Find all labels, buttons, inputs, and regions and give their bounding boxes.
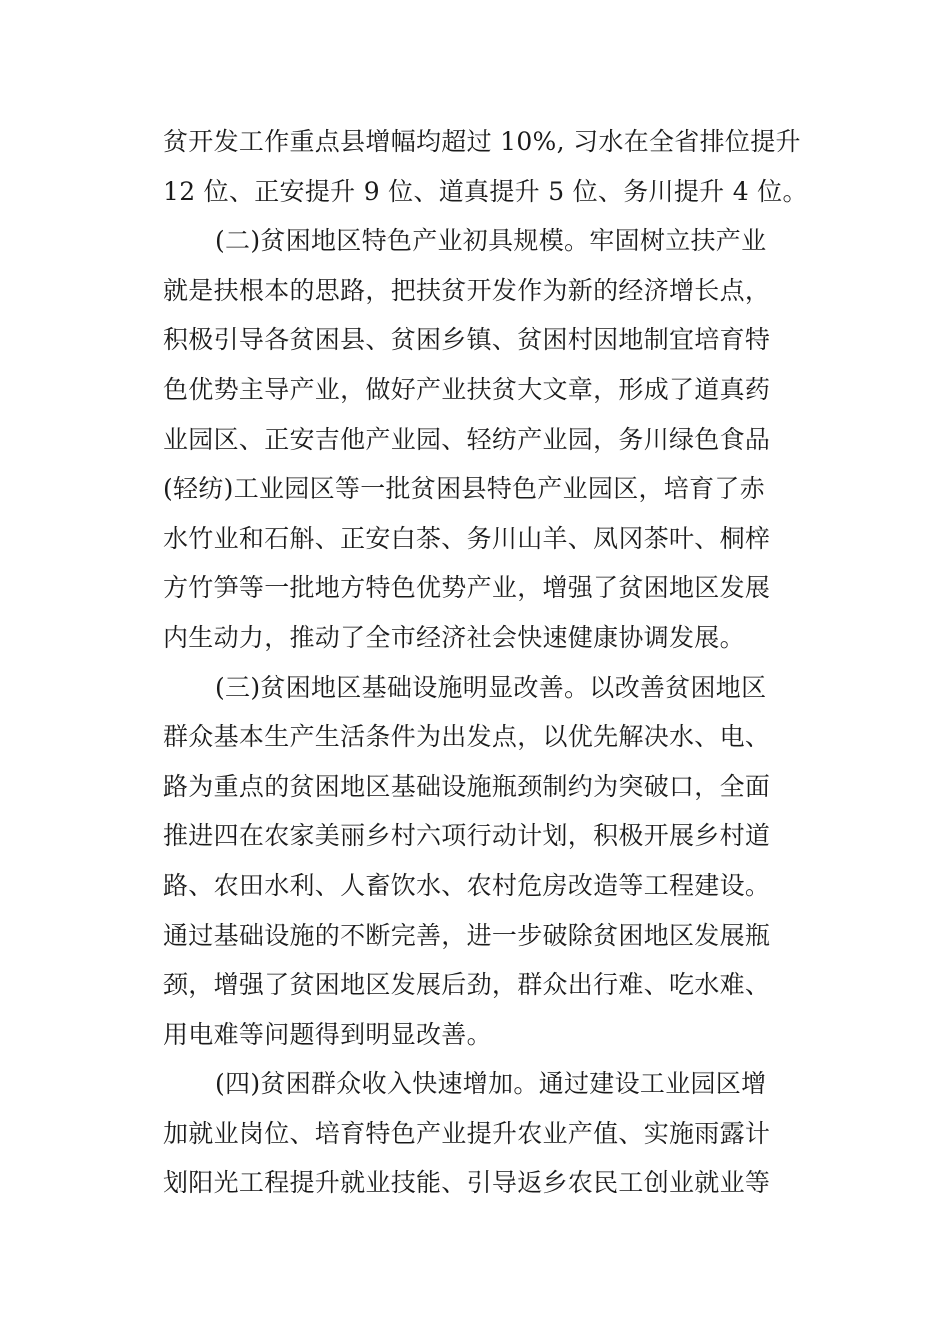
text-line: 水竹业和石斛、正安白茶、务川山羊、凤冈茶叶、桐梓 <box>163 523 771 553</box>
text-line: 通过基础设施的不断完善，进一步破除贫困地区发展瓶 <box>163 920 771 950</box>
text-line: 路、农田水利、人畜饮水、农村危房改造等工程建设。 <box>163 870 771 900</box>
paragraph-start-line: (二)贫困地区特色产业初具规模。牢固树立扶产业 <box>215 226 767 256</box>
text-line: 内生动力，推动了全市经济社会快速健康协调发展。 <box>163 622 745 652</box>
text-line: 积极引导各贫困县、贫困乡镇、贫困村因地制宜培育特 <box>163 325 771 355</box>
text-line: 加就业岗位、培育特色产业提升农业产值、实施雨露计 <box>163 1118 771 1148</box>
text-line: 就是扶根本的思路，把扶贫开发作为新的经济增长点， <box>163 275 771 305</box>
text-line: 群众基本生产生活条件为出发点，以优先解决水、电、 <box>163 722 771 752</box>
text-line: 划阳光工程提升就业技能、引导返乡农民工创业就业等 <box>163 1168 771 1198</box>
document-body <box>163 117 808 1208</box>
text-line: 用电难等问题得到明显改善。 <box>163 1019 492 1049</box>
text-line: 贫开发工作重点县增幅均超过 10%, 习水在全省排位提升 <box>163 127 801 156</box>
paragraph-start-line: (四)贫困群众收入快速增加。通过建设工业园区增 <box>215 1069 767 1099</box>
text-line: 颈，增强了贫困地区发展后劲，群众出行难、吃水难、 <box>163 970 771 1000</box>
text-line: (轻纺)工业园区等一批贫困县特色产业园区，培育了赤 <box>163 474 766 504</box>
text-line: 方竹笋等一批地方特色优势产业，增强了贫困地区发展 <box>163 573 771 603</box>
text-line: 12 位、正安提升 9 位、道真提升 5 位、务川提升 4 位。 <box>163 176 808 206</box>
text-line: 路为重点的贫困地区基础设施瓶颈制约为突破口，全面 <box>163 771 771 801</box>
paragraph-start-line: (三)贫困地区基础设施明显改善。以改善贫困地区 <box>215 672 767 702</box>
text-line: 色优势主导产业，做好产业扶贫大文章，形成了道真药 <box>163 374 771 404</box>
text-line: 业园区、正安吉他产业园、轻纺产业园，务川绿色食品 <box>163 424 771 454</box>
text-line: 推进四在农家美丽乡村六项行动计划，积极开展乡村道 <box>163 821 771 851</box>
